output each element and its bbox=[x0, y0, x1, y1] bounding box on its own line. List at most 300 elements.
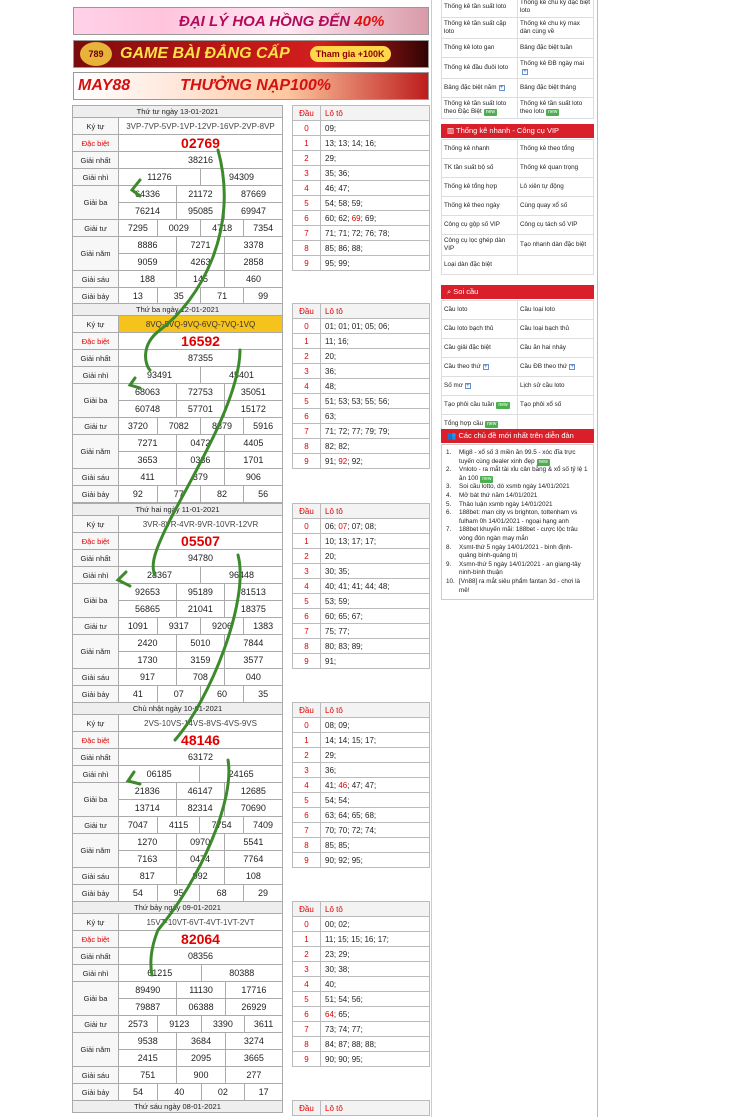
side-menu-link[interactable]: Tạo nhanh dàn đặc biệt bbox=[518, 235, 594, 256]
prize-value: 0474 bbox=[176, 851, 224, 868]
prize-value: 7409 bbox=[244, 817, 283, 834]
loto-segment: 11; 16; bbox=[325, 336, 349, 346]
topic-link[interactable]: 188bet khuyến mãi: 188bet - cược lộc trâu vòng đón ngàn may mắn bbox=[459, 526, 578, 542]
col-loto: Lô tô bbox=[321, 504, 430, 519]
topic-number: 6. bbox=[446, 509, 452, 517]
topic-link[interactable]: Mig8 - xổ số 3 miền ăn 99.5 - xóc đĩa trực tuyến cùng dealer xinh đẹp new bbox=[459, 449, 576, 465]
prize-value: 81513 bbox=[224, 584, 282, 601]
side-menu-link[interactable]: Thống kê tổng hợp bbox=[442, 178, 518, 197]
loto-head: 1 bbox=[293, 733, 321, 748]
loto-segment: 41; bbox=[325, 780, 339, 790]
section-header-dien-dan: 👥 Các chủ đề mới nhất trên diễn đàn bbox=[441, 429, 594, 443]
ad-banner-game-bai[interactable] bbox=[73, 40, 429, 68]
prize-value: 7047 bbox=[119, 817, 158, 834]
prize-value: 95085 bbox=[177, 203, 225, 220]
prize-value: 1701 bbox=[224, 452, 282, 469]
side-menu-link[interactable]: Thống kê tần suất cặp loto bbox=[442, 18, 518, 39]
prize-value: 0336 bbox=[177, 452, 225, 469]
prize-value: 3274 bbox=[225, 1033, 282, 1050]
prize-value: 460 bbox=[224, 271, 282, 288]
side-menu-link[interactable]: Tạo phôi xổ số bbox=[518, 396, 594, 415]
loto-segment: 53; 59; bbox=[325, 596, 350, 606]
side-menu-link[interactable]: Thống kê chu kỳ max dàn cùng về bbox=[518, 18, 594, 39]
special-prize: 82064 bbox=[119, 931, 283, 948]
prize-value: 2420 bbox=[119, 635, 177, 652]
loto-values bbox=[321, 394, 430, 409]
join-button[interactable]: Tham gia +100K bbox=[310, 46, 391, 62]
side-menu-link[interactable]: Thống kê đầu đuôi loto bbox=[442, 58, 518, 79]
side-menu-link[interactable]: Cầu loto bạch thủ bbox=[442, 320, 518, 339]
loto-head: 0 bbox=[293, 319, 321, 334]
prize-label: Giải năm bbox=[73, 435, 119, 469]
topic-number: 5. bbox=[446, 500, 452, 508]
side-menu-link[interactable]: Cầu theo thứ + bbox=[442, 358, 518, 377]
result-table-partial bbox=[72, 1100, 283, 1113]
loto-segment: 13; 13; 14; 16; bbox=[325, 138, 377, 148]
prize-label: Giải sáu bbox=[73, 669, 119, 686]
loto-values bbox=[321, 181, 430, 196]
plus-box-icon[interactable]: + bbox=[499, 85, 504, 91]
loto-head: 7 bbox=[293, 624, 321, 639]
prize-value: 3665 bbox=[225, 1050, 282, 1067]
loto-head: 7 bbox=[293, 1022, 321, 1037]
loto-head: 8 bbox=[293, 439, 321, 454]
result-table bbox=[72, 901, 283, 1101]
loto-values bbox=[321, 748, 430, 763]
loto-values bbox=[321, 439, 430, 454]
loto-segment: 46 bbox=[338, 780, 348, 790]
loto-segment: 14; 14; 15; 17; bbox=[325, 735, 377, 745]
loto-segment: 80; 83; 89; bbox=[325, 641, 363, 651]
prize-value: 26929 bbox=[225, 999, 282, 1016]
prize-label: Giải ba bbox=[73, 384, 119, 418]
divider bbox=[597, 0, 598, 1117]
loto-head: 6 bbox=[293, 211, 321, 226]
loto-segment: 91; bbox=[325, 656, 337, 666]
side-menu-link[interactable]: Cùng quay xổ số bbox=[518, 197, 594, 216]
loto-segment: 23; 29; bbox=[325, 949, 350, 959]
side-menu-link[interactable] bbox=[518, 256, 594, 275]
plus-box-icon[interactable]: + bbox=[523, 69, 527, 75]
prize-value: 092 bbox=[176, 868, 224, 885]
topic-number: 1. bbox=[446, 449, 452, 456]
prize-label: Giải ba bbox=[73, 982, 119, 1016]
new-badge: new bbox=[548, 109, 558, 115]
side-menu-link[interactable]: Bảng đặc biệt năm + bbox=[442, 79, 518, 98]
new-badge: new bbox=[485, 109, 495, 115]
topic-link[interactable]: Xsmt-thứ 5 ngày 14/01/2021 - bình định-quảng bình-quảng trị bbox=[459, 543, 573, 560]
col-dau: Đầu bbox=[293, 902, 321, 917]
prize-label: Giải sáu bbox=[73, 271, 119, 288]
topic-link[interactable]: 188bet: man city vs brighton, tottenham vs fulham 0h 14/01/2021 - ngoại hạng anh bbox=[459, 509, 578, 525]
loto-segment: 71; 71; 72; 76; 78; bbox=[325, 228, 390, 238]
forum-topic[interactable] bbox=[446, 544, 589, 561]
prize-label: Giải nhì bbox=[73, 567, 119, 584]
ad-banner-may88[interactable] bbox=[73, 72, 429, 100]
col-loto: Lô tô bbox=[321, 304, 430, 319]
result-table bbox=[72, 303, 283, 503]
prize-value: 54 bbox=[119, 1084, 158, 1101]
loto-values bbox=[321, 256, 430, 271]
prize-label: Giải bảy bbox=[73, 885, 119, 902]
loto-head: 7 bbox=[293, 226, 321, 241]
loto-head: 9 bbox=[293, 853, 321, 868]
loto-values bbox=[321, 917, 430, 932]
result-title: Thứ tư ngày 13-01-2021 bbox=[73, 106, 283, 118]
loto-segment: 46; 47; bbox=[325, 183, 350, 193]
forum-topic[interactable] bbox=[446, 509, 589, 526]
side-menu-link[interactable]: Cầu loại bạch thủ bbox=[518, 320, 594, 339]
topic-number: 7. bbox=[446, 526, 452, 534]
loto-head: 0 bbox=[293, 917, 321, 932]
loto-values bbox=[321, 196, 430, 211]
forum-topic[interactable] bbox=[446, 466, 589, 483]
prize-value: 35051 bbox=[224, 384, 282, 401]
side-menu-link[interactable]: Thống kê chu kỳ đặc biệt loto bbox=[518, 0, 594, 18]
loto-values bbox=[321, 519, 430, 534]
side-menu-link[interactable]: Số mơ + bbox=[442, 377, 518, 396]
prize-value: 817 bbox=[119, 868, 177, 885]
side-menu-link[interactable]: Công cụ lọc ghép dàn VIP bbox=[442, 235, 518, 256]
loto-values bbox=[321, 226, 430, 241]
loto-values bbox=[321, 992, 430, 1007]
loto-segment: 36; bbox=[325, 765, 337, 775]
prize-label: Giải năm bbox=[73, 635, 119, 669]
prize-value: 0472 bbox=[177, 435, 225, 452]
loto-segment: 40; 41; 41; 44; 48; bbox=[325, 581, 390, 591]
loto-values bbox=[321, 166, 430, 181]
prize-value: 24165 bbox=[200, 766, 283, 783]
prize-label: Ký tự bbox=[73, 118, 119, 135]
loto-values bbox=[321, 639, 430, 654]
topic-link[interactable]: Mở bát thứ năm 14/01/2021 bbox=[459, 491, 538, 499]
prize-value: 87355 bbox=[119, 350, 283, 367]
prize-value: 21172 bbox=[177, 186, 225, 203]
loto-segment: 48; bbox=[325, 381, 337, 391]
loto-head: 6 bbox=[293, 409, 321, 424]
loto-segment: 36; bbox=[325, 366, 337, 376]
prize-label: Đặc biệt bbox=[73, 931, 119, 948]
loto-values bbox=[321, 549, 430, 564]
loto-head: 1 bbox=[293, 136, 321, 151]
prize-value: 60 bbox=[200, 686, 243, 703]
prize-value: 4263 bbox=[177, 254, 225, 271]
loto-head: 8 bbox=[293, 241, 321, 256]
new-badge: new bbox=[498, 402, 508, 408]
topic-link[interactable]: [Vn88] ra mắt siêu phẩm fantan 3d - chơi là mê! bbox=[459, 577, 581, 594]
topic-link[interactable]: Vnloto - ra mắt tài xỉu cân bằng & xổ số tỷ lệ 1 ăn 100 new bbox=[459, 466, 588, 482]
side-menu-link[interactable]: Bảng đặc biệt tháng bbox=[518, 79, 594, 98]
ticket-code: 8VQ-5VQ-9VQ-6VQ-7VQ-1VQ bbox=[119, 316, 283, 333]
special-prize: 05507 bbox=[119, 533, 283, 550]
loto-values bbox=[321, 624, 430, 639]
result-table bbox=[72, 105, 283, 305]
prize-value: 108 bbox=[224, 868, 282, 885]
prize-value: 7295 bbox=[119, 220, 158, 237]
prize-label: Giải tư bbox=[73, 817, 119, 834]
loto-head: 2 bbox=[293, 151, 321, 166]
loto-head: 1 bbox=[293, 932, 321, 947]
prize-label: Giải nhì bbox=[73, 766, 119, 783]
side-menu-link[interactable]: Công cụ tách số VIP bbox=[518, 216, 594, 235]
topic-number: 8. bbox=[446, 543, 452, 551]
prize-value: 2573 bbox=[119, 1016, 158, 1033]
prize-label: Giải nhất bbox=[73, 152, 119, 169]
loto-values bbox=[321, 962, 430, 977]
loto-table bbox=[292, 901, 430, 1067]
side-menu-link[interactable]: Cầu loto bbox=[442, 301, 518, 320]
prize-label: Giải nhì bbox=[73, 367, 119, 384]
side-menu-link[interactable]: Thống kê loto gan bbox=[442, 39, 518, 58]
loto-segment: 85; 85; bbox=[325, 840, 350, 850]
prize-value: 54 bbox=[119, 885, 158, 902]
new-badge: new bbox=[487, 421, 497, 427]
prize-label: Giải bảy bbox=[73, 486, 119, 503]
prize-value: 4405 bbox=[224, 435, 282, 452]
prize-label: Giải nhất bbox=[73, 550, 119, 567]
loto-segment: 10; 13; 17; 17; bbox=[325, 536, 377, 546]
new-badge: new bbox=[538, 458, 548, 465]
prize-value: 11130 bbox=[177, 982, 225, 999]
prize-value: 93491 bbox=[119, 367, 201, 384]
prize-value: 2415 bbox=[119, 1050, 177, 1067]
loto-segment: ; 69; bbox=[360, 213, 377, 223]
prize-value: 71 bbox=[200, 288, 243, 305]
prize-value: 3653 bbox=[119, 452, 177, 469]
prize-label: Giải năm bbox=[73, 1033, 119, 1067]
side-menu-link[interactable]: Thống kê theo ngày bbox=[442, 197, 518, 216]
loto-head: 4 bbox=[293, 579, 321, 594]
side-menu-link[interactable]: Tạo phôi cầu tuần new bbox=[442, 396, 518, 415]
prize-value: 12685 bbox=[224, 783, 282, 800]
ad-banner-hoa-hong[interactable] bbox=[73, 7, 429, 35]
loto-values bbox=[321, 808, 430, 823]
prize-value: 82314 bbox=[176, 800, 224, 817]
prize-value: 17 bbox=[245, 1084, 283, 1101]
plus-box-icon[interactable]: + bbox=[484, 364, 488, 370]
prize-value: 5916 bbox=[244, 418, 283, 435]
forum-topic[interactable] bbox=[446, 501, 589, 510]
loto-head: 6 bbox=[293, 609, 321, 624]
forum-topic-list bbox=[441, 444, 594, 600]
special-prize: 02769 bbox=[119, 135, 283, 152]
topic-link[interactable]: Soi cầu lotto, dò xsmb ngày 14/01/2021 bbox=[459, 483, 570, 491]
loto-segment: 54; 58; 59; bbox=[325, 198, 363, 208]
prize-value: 7844 bbox=[224, 635, 282, 652]
loto-segment: 01; 01; 01; 05; 06; bbox=[325, 321, 390, 331]
loto-values bbox=[321, 349, 430, 364]
result-title: Thứ hai ngày 11-01-2021 bbox=[73, 504, 283, 516]
prize-value: 5541 bbox=[224, 834, 282, 851]
side-menu-link[interactable]: Thống kê tần suất loto theo loto new bbox=[518, 98, 594, 119]
banner-text: ĐẠI LÝ HOA HỒNG ĐẾN 40% bbox=[179, 12, 385, 30]
side-menu-link[interactable]: Thống kê quan trọng bbox=[518, 159, 594, 178]
forum-topic[interactable] bbox=[446, 449, 589, 466]
loto-values bbox=[321, 718, 430, 733]
loto-segment: 84; 87; 88; 88; bbox=[325, 1039, 377, 1049]
plus-box-icon[interactable]: + bbox=[466, 383, 470, 389]
prize-label: Giải ba bbox=[73, 783, 119, 817]
plus-box-icon[interactable]: + bbox=[570, 364, 575, 370]
prize-value: 751 bbox=[119, 1067, 177, 1084]
prize-label: Ký tự bbox=[73, 516, 119, 533]
prize-value: 7163 bbox=[119, 851, 177, 868]
col-loto: Lô tô bbox=[321, 703, 430, 718]
loto-head: 1 bbox=[293, 334, 321, 349]
side-menu-link[interactable]: Thống kê tần suất loto bbox=[442, 0, 518, 18]
prize-value: 87669 bbox=[224, 186, 282, 203]
loto-values bbox=[321, 121, 430, 136]
topic-link[interactable]: Xsmn-thứ 5 ngày 14/01/2021 - an giang-tây ninh-bình thuận bbox=[459, 560, 581, 577]
side-menu-link[interactable]: Thống kê nhanh bbox=[442, 140, 518, 159]
side-menu-link[interactable]: Lịch sử cầu loto bbox=[518, 377, 594, 396]
prize-label: Giải tư bbox=[73, 418, 119, 435]
topic-number: 2. bbox=[446, 466, 452, 474]
prize-value: 35 bbox=[244, 686, 283, 703]
prize-label: Giải ba bbox=[73, 584, 119, 618]
prize-value: 900 bbox=[177, 1067, 225, 1084]
side-menu-link[interactable]: Bảng đặc biệt tuần bbox=[518, 39, 594, 58]
loto-head: 4 bbox=[293, 379, 321, 394]
forum-topic[interactable] bbox=[446, 561, 589, 578]
result-table bbox=[72, 503, 283, 703]
forum-topic[interactable] bbox=[446, 526, 589, 543]
prize-value: 708 bbox=[177, 669, 225, 686]
loto-values bbox=[321, 564, 430, 579]
loto-values bbox=[321, 654, 430, 669]
loto-values bbox=[321, 947, 430, 962]
search-icon: ⌕ bbox=[447, 287, 454, 296]
loto-segment: 85; 86; 88; bbox=[325, 243, 363, 253]
loto-head: 2 bbox=[293, 748, 321, 763]
prize-label: Giải nhì bbox=[73, 169, 119, 186]
loto-values bbox=[321, 334, 430, 349]
prize-value: 07 bbox=[157, 686, 200, 703]
loto-head: 8 bbox=[293, 639, 321, 654]
forum-topic[interactable] bbox=[446, 492, 589, 501]
topic-number: 10. bbox=[446, 577, 455, 585]
result-title: Chủ nhật ngày 10-01-2021 bbox=[73, 703, 283, 715]
loto-table bbox=[292, 503, 430, 669]
prize-value: 96448 bbox=[200, 567, 282, 584]
prize-value: 68063 bbox=[119, 384, 177, 401]
prize-label: Đặc biệt bbox=[73, 135, 119, 152]
loto-head: 2 bbox=[293, 549, 321, 564]
prize-value: 17716 bbox=[225, 982, 282, 999]
prize-value: 2858 bbox=[224, 254, 282, 271]
loto-segment: 06; bbox=[325, 521, 339, 531]
side-menu-thong-ke bbox=[441, 0, 594, 119]
prize-value: 9059 bbox=[119, 254, 177, 271]
prize-value: 56 bbox=[244, 486, 283, 503]
side-menu-link[interactable]: Công cụ gộp số VIP bbox=[442, 216, 518, 235]
loto-segment: 07 bbox=[338, 521, 348, 531]
prize-value: 7354 bbox=[244, 220, 283, 237]
col-loto: Lô tô bbox=[321, 106, 430, 121]
side-menu-link[interactable]: TK tần suất bộ số bbox=[442, 159, 518, 178]
prize-value: 45401 bbox=[200, 367, 282, 384]
side-menu-link[interactable]: Lô xiên tự động bbox=[518, 178, 594, 197]
loto-table bbox=[292, 702, 430, 868]
loto-head: 0 bbox=[293, 519, 321, 534]
loto-values bbox=[321, 838, 430, 853]
prize-value: 70690 bbox=[224, 800, 282, 817]
loto-head: 5 bbox=[293, 196, 321, 211]
prize-value: 76214 bbox=[119, 203, 177, 220]
prize-value: 72753 bbox=[177, 384, 225, 401]
loto-segment: 40; bbox=[325, 979, 337, 989]
loto-segment: 30; 38; bbox=[325, 964, 350, 974]
prize-value: 7754 bbox=[200, 817, 244, 834]
side-menu-link[interactable]: Thống kê ĐB ngày mai+ bbox=[518, 58, 594, 79]
forum-topic[interactable] bbox=[446, 483, 589, 492]
prize-label: Ký tự bbox=[73, 914, 119, 931]
prize-label: Giải nhất bbox=[73, 749, 119, 766]
loto-segment: 70; 70; 72; 74; bbox=[325, 825, 377, 835]
loto-head: 3 bbox=[293, 962, 321, 977]
forum-topic[interactable] bbox=[446, 578, 589, 595]
section-header-thong-ke-nhanh: ▥ Thống kê nhanh - Công cụ VIP bbox=[441, 124, 594, 138]
side-menu-link[interactable]: Thống kê theo tổng bbox=[518, 140, 594, 159]
prize-label: Giải sáu bbox=[73, 469, 119, 486]
side-menu-link[interactable]: Cầu ĐB theo thứ + bbox=[518, 358, 594, 377]
prize-value: 13 bbox=[119, 288, 158, 305]
loto-head: 0 bbox=[293, 718, 321, 733]
prize-label: Giải năm bbox=[73, 834, 119, 868]
prize-value: 06388 bbox=[177, 999, 225, 1016]
side-menu-link[interactable]: Loại dàn đặc biệt bbox=[442, 256, 518, 275]
loto-values bbox=[321, 1052, 430, 1067]
prize-value: 92653 bbox=[119, 584, 177, 601]
loto-segment: 64 bbox=[325, 1009, 334, 1019]
prize-label: Giải bảy bbox=[73, 1084, 119, 1101]
side-menu-link[interactable]: Cầu giải đặc biệt bbox=[442, 339, 518, 358]
loto-values bbox=[321, 424, 430, 439]
prize-value: 69947 bbox=[224, 203, 282, 220]
side-menu-link[interactable]: Cầu loại loto bbox=[518, 301, 594, 320]
loto-segment: 69 bbox=[351, 213, 361, 223]
brand-logo: MAY88 bbox=[78, 77, 131, 94]
prize-value: 379 bbox=[177, 469, 225, 486]
loto-values bbox=[321, 823, 430, 838]
prize-value: 277 bbox=[225, 1067, 282, 1084]
loto-values bbox=[321, 977, 430, 992]
prize-value: 7271 bbox=[177, 237, 225, 254]
prize-value: 21041 bbox=[177, 601, 225, 618]
prize-value: 8886 bbox=[119, 237, 177, 254]
prize-value: 11276 bbox=[119, 169, 201, 186]
loto-segment: 00; 02; bbox=[325, 919, 350, 929]
side-menu-link[interactable]: Tổng hợp cầu new bbox=[442, 415, 518, 434]
side-menu-link[interactable]: Cầu ăn hai nháy bbox=[518, 339, 594, 358]
side-menu-link[interactable]: Thống kê tần suất loto theo Đặc Biệt new bbox=[442, 98, 518, 119]
ticket-code: 15VT-10VT-6VT-4VT-1VT-2VT bbox=[119, 914, 283, 931]
loto-segment: 95; 99; bbox=[325, 258, 350, 268]
loto-segment: 63; 64; 65; 68; bbox=[325, 810, 377, 820]
loto-values bbox=[321, 534, 430, 549]
loto-table bbox=[292, 105, 430, 271]
loto-segment: 92 bbox=[338, 456, 348, 466]
loto-head: 2 bbox=[293, 349, 321, 364]
loto-head: 5 bbox=[293, 793, 321, 808]
prize-label: Giải ba bbox=[73, 186, 119, 220]
prize-label: Ký tự bbox=[73, 316, 119, 333]
loto-segment: 73; 74; 77; bbox=[325, 1024, 363, 1034]
prize-value: 57701 bbox=[177, 401, 225, 418]
topic-link[interactable]: Thảo luận xsmb ngày 14/01/2021 bbox=[459, 500, 553, 508]
prize-label: Giải sáu bbox=[73, 868, 119, 885]
loto-segment: 91; bbox=[325, 456, 339, 466]
